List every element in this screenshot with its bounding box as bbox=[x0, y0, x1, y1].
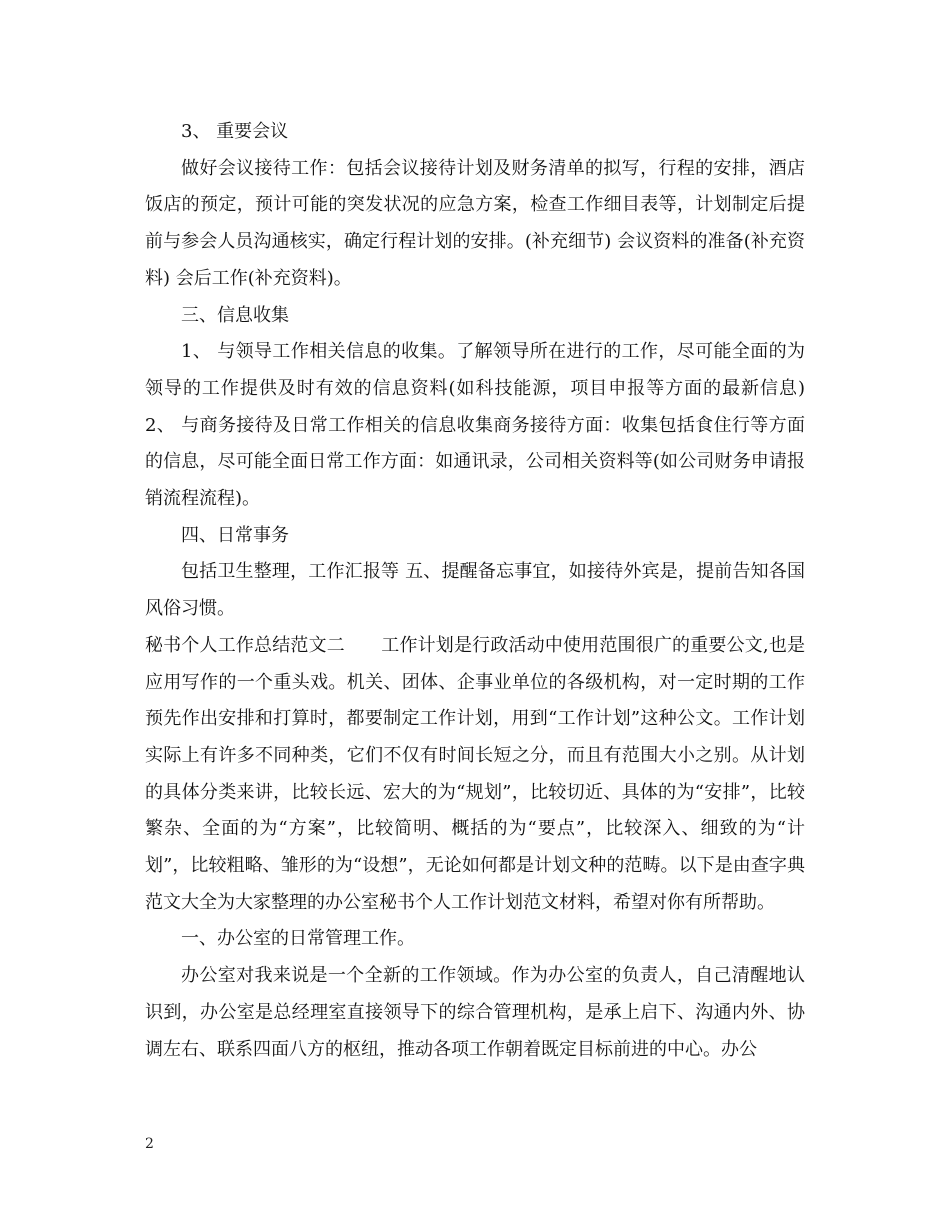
paragraph-office-management: 办公室对我来说是一个全新的工作领域。作为办公室的负责人，自己清醒地认识到，办公室是总经理室直接领导下的综合管理机构，是承上启下、沟通内外、协调左右、联系四面八方的枢纽，推动各项工作朝着既定目标前进的中心。办公 bbox=[145, 965, 805, 1060]
heading-daily-affairs: 四、日常事务 bbox=[181, 524, 289, 546]
document-body bbox=[145, 114, 805, 1068]
paragraph-meeting-reception: 做好会议接待工作：包括会议接待计划及财务清单的拟写，行程的安排，酒店饭店的预定，预计可能的突发状况的应急方案，检查工作细目表等，计划制定后提前与参会人员沟通核实，确定行程计划的安排。(补充细节) 会议资料的准备(补充资料) 会后工作(补充资料)。 bbox=[145, 157, 805, 289]
page-number: 2 bbox=[145, 1136, 154, 1152]
heading-information-collection: 三、信息收集 bbox=[181, 304, 289, 326]
heading-important-meetings: 3、 重要会议 bbox=[181, 121, 289, 142]
paragraph-daily-affairs: 包括卫生整理，工作汇报等 五、提醒备忘事宜，如接待外宾是，提前告知各国风俗习惯。 bbox=[145, 561, 805, 620]
paragraph-information-collection: 1、 与领导工作相关信息的收集。了解领导所在进行的工作，尽可能全面的为领导的工作提供及时有效的信息资料(如科技能源，项目申报等方面的最新信息) 2、 与商务接待及日常工作相关的信息收集商务接待方面：收集包括食住行等方面的信息，尽可能全面日常工作方面：如通讯录，公司相关资料等(如公司财务申请报销流程流程)。 bbox=[145, 341, 805, 510]
paragraph-sample-two-intro: 秘书个人工作总结范文二 工作计划是行政活动中使用范围很广的重要公文,也是应用写作的一个重头戏。机关、团体、企事业单位的各级机构，对一定时期的工作预先作出安排和打算时，都要制定工作计划，用到“工作计划”这种公文。工作计划实际上有许多不同种类，它们不仅有时间长短之分，而且有范围大小之别。从计划的具体分类来讲，比较长远、宏大的为“规划”，比较切近、具体的为“安排”，比较繁杂、全面的为“方案”，比较简明、概括的为“要点”，比较深入、细致的为“计划”，比较粗略、雏形的为“设想”，无论如何都是计划文种的范畴。以下是由查字典范文大全为大家整理的办公室秘书个人工作计划范文材料，希望对你有所帮助。 bbox=[145, 634, 805, 913]
heading-office-management: 一、办公室的日常管理工作。 bbox=[181, 928, 415, 950]
